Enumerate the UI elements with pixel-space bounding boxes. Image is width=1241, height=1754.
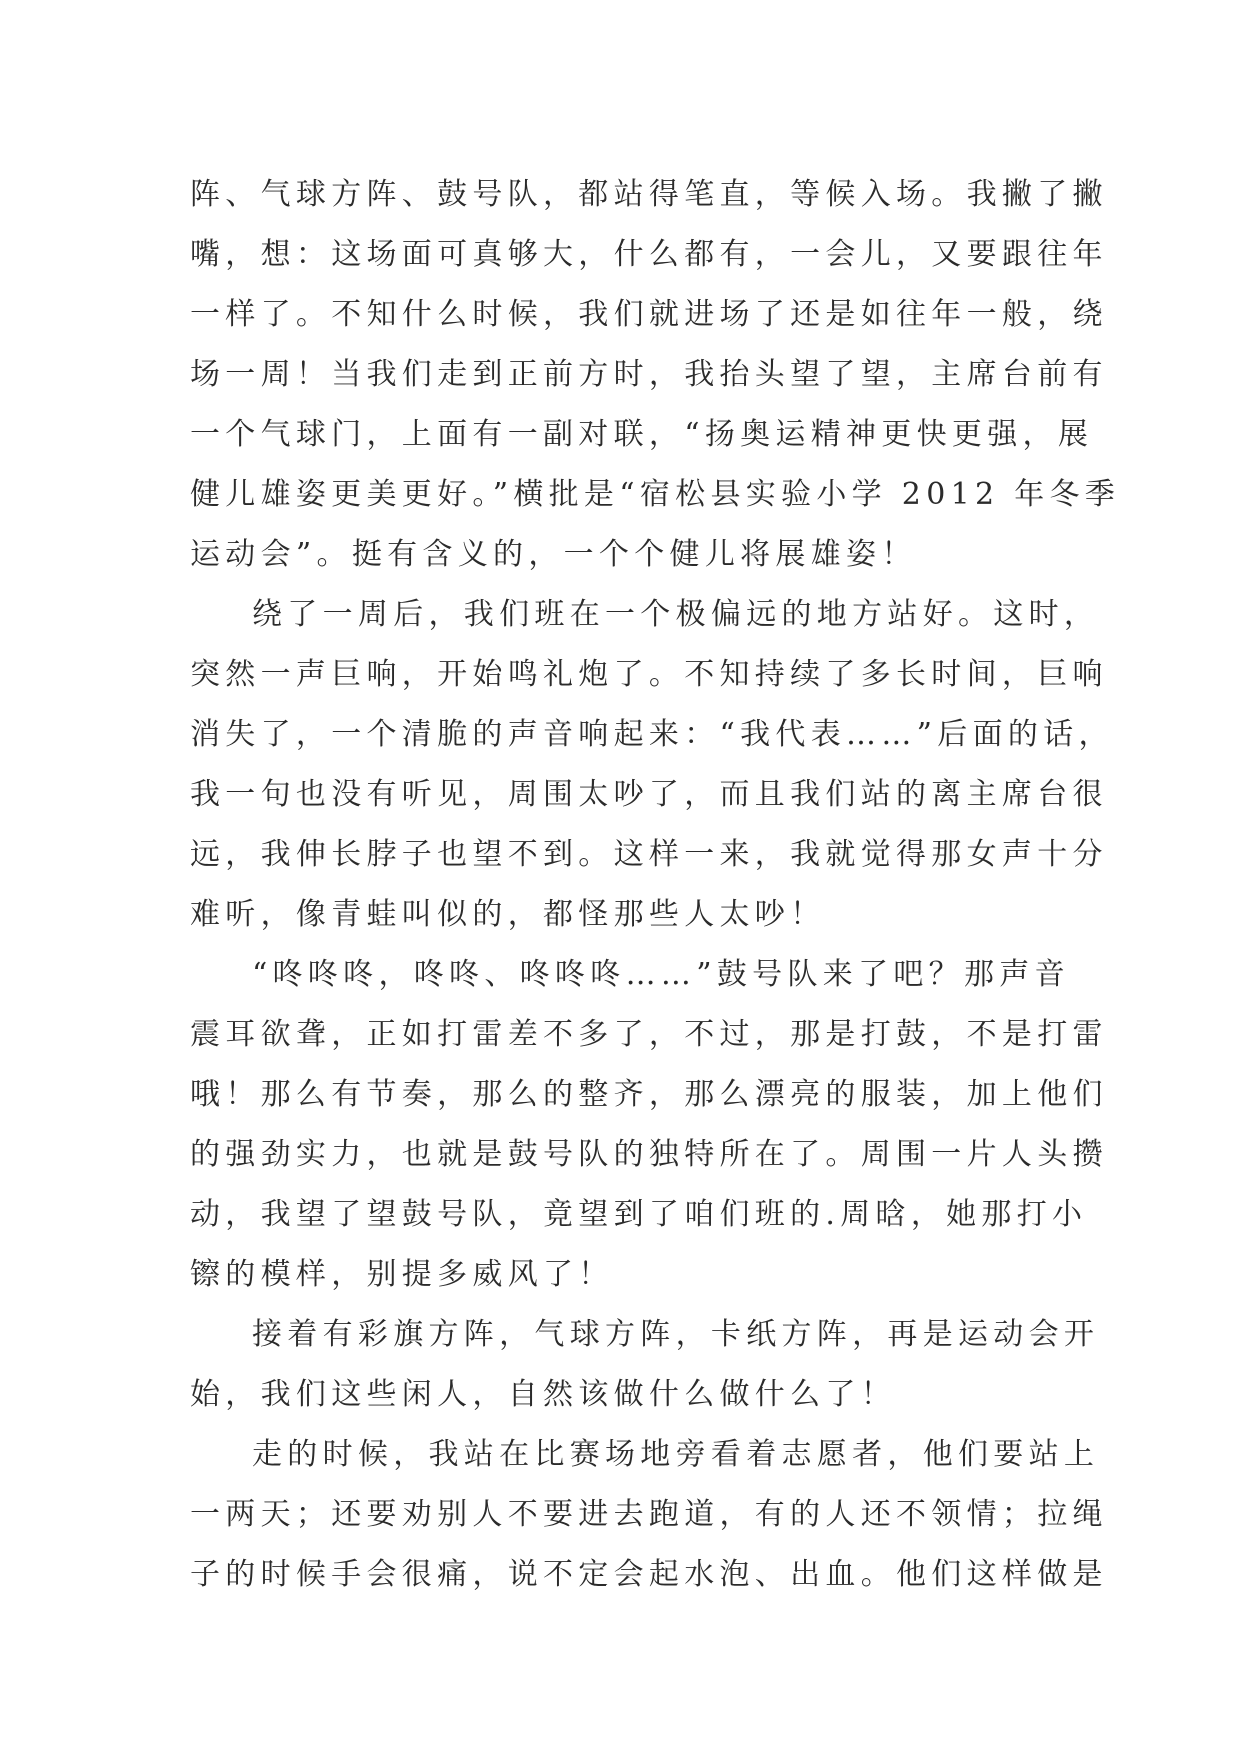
text-line: 子的时候手会很痛，说不定会起水泡、出血。他们这样做是 xyxy=(190,1557,1108,1592)
paragraph-4 xyxy=(190,1305,1100,1425)
text-line: 远，我伸长脖子也望不到。这样一来，我就觉得那女声十分 xyxy=(190,837,1108,872)
text-line: 接着有彩旗方阵，气球方阵，卡纸方阵，再是运动会开 xyxy=(252,1317,1100,1352)
text-line: 走的时候，我站在比赛场地旁看着志愿者，他们要站上 xyxy=(252,1437,1100,1472)
paragraph-5 xyxy=(190,1425,1108,1605)
paragraph-1 xyxy=(190,165,1121,585)
text-line: 一个气球门，上面有一副对联，“扬奥运精神更快更强，展 xyxy=(190,417,1094,452)
text-line: 镲的模样，别提多威风了！ xyxy=(190,1257,614,1292)
text-line: “咚咚咚，咚咚、咚咚咚……”鼓号队来了吧？那声音 xyxy=(252,957,1070,992)
text-line: 嘴，想：这场面可真够大，什么都有，一会儿，又要跟往年 xyxy=(190,237,1108,272)
text-line: 哦！那么有节奏，那么的整齐，那么漂亮的服装，加上他们 xyxy=(190,1077,1108,1112)
text-line: 震耳欲聋，正如打雷差不多了，不过，那是打鼓，不是打雷 xyxy=(190,1017,1108,1052)
text-line: 的强劲实力，也就是鼓号队的独特所在了。周围一片人头攒 xyxy=(190,1137,1108,1172)
article-body xyxy=(190,165,1121,1605)
text-line: 场一周！当我们走到正前方时，我抬头望了望，主席台前有 xyxy=(190,357,1108,392)
text-line: 始，我们这些闲人，自然该做什么做什么了！ xyxy=(190,1377,896,1412)
text-line: 一样了。不知什么时候，我们就进场了还是如往年一般，绕 xyxy=(190,297,1108,332)
text-line: 消失了，一个清脆的声音响起来：“我代表……”后面的话， xyxy=(190,717,1114,752)
text-line: 动，我望了望鼓号队，竟望到了咱们班的.周晗，她那打小 xyxy=(190,1197,1088,1232)
text-line: 健儿雄姿更美更好。”横批是“宿松县实验小学 2012 年冬季 xyxy=(190,477,1121,512)
text-line: 难听，像青蛙叫似的，都怪那些人太吵！ xyxy=(190,897,826,932)
text-line: 阵、气球方阵、鼓号队，都站得笔直，等候入场。我撇了撇 xyxy=(190,177,1108,212)
text-line: 我一句也没有听见，周围太吵了，而且我们站的离主席台很 xyxy=(190,777,1108,812)
paragraph-3 xyxy=(190,945,1108,1305)
text-line: 一两天；还要劝别人不要进去跑道，有的人还不领情；拉绳 xyxy=(190,1497,1108,1532)
text-line: 绕了一周后，我们班在一个极偏远的地方站好。这时， xyxy=(252,597,1100,632)
text-line: 突然一声巨响，开始鸣礼炮了。不知持续了多长时间，巨响 xyxy=(190,657,1108,692)
text-line: 运动会”。挺有含义的，一个个健儿将展雄姿！ xyxy=(190,537,917,572)
paragraph-2 xyxy=(190,585,1114,945)
